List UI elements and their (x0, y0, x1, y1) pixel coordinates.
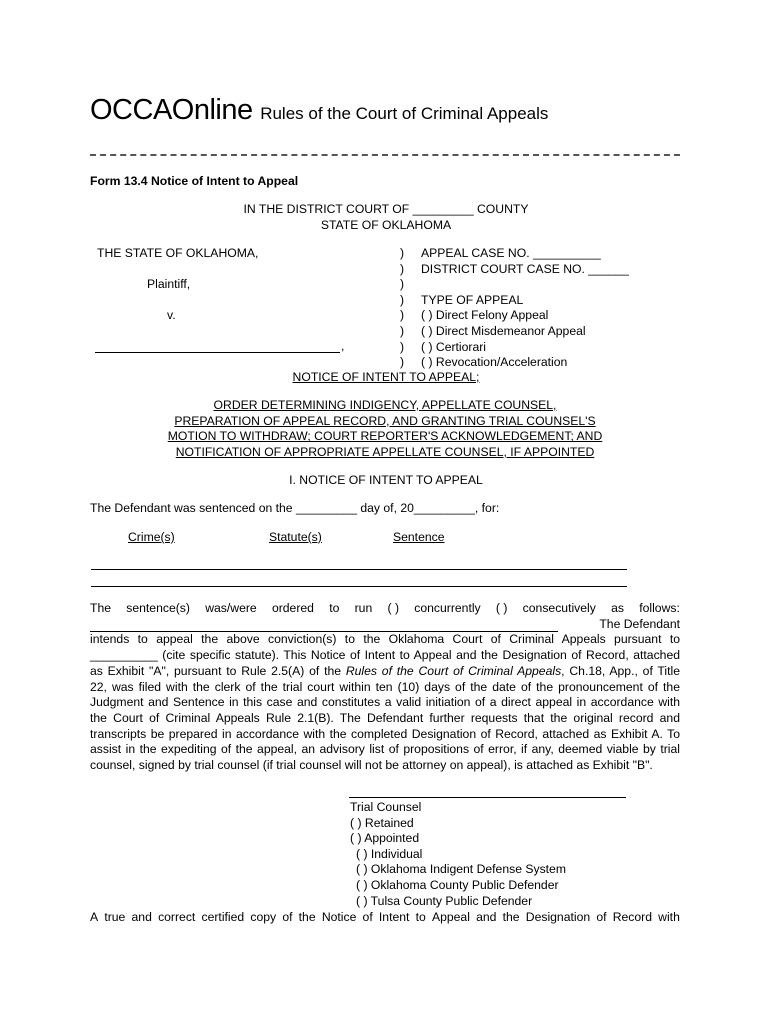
word: sentence(s) (126, 601, 190, 615)
word: to (415, 910, 426, 924)
word: the (502, 910, 520, 924)
crime-entry-line (91, 586, 627, 587)
column-sentence: Sentence (393, 530, 445, 544)
follows-blank (90, 619, 558, 632)
option-revocation: ( ) Revocation/Acceleration (421, 355, 568, 370)
type-of-appeal: TYPE OF APPEAL (421, 292, 524, 307)
order-heading-line: ORDER DETERMINING INDIGENCY, APPELLATE COUNSEL, (213, 398, 557, 412)
section-1-heading: I. NOTICE OF INTENT TO APPEAL (289, 473, 483, 487)
body-line-6: 22, was filed with the clerk of the trial court within ten (10) days of the date of the pronouncement of the (90, 679, 680, 694)
word: A (90, 910, 99, 924)
option-direct-felony: ( ) Direct Felony Appeal (421, 308, 549, 323)
caption-blank (421, 277, 629, 293)
column-statutes: Statute(s) (269, 530, 322, 544)
word: ( ) (495, 601, 508, 615)
word: of (362, 910, 373, 924)
caption-state: THE STATE OF OKLAHOMA, (97, 246, 259, 260)
form-title: Form 13.4 Notice of Intent to Appeal (90, 174, 299, 188)
word: the (298, 910, 316, 924)
text: as Exhibit "A", pursuant to Rule 2.5(A) of the (90, 663, 346, 678)
body-line-11: counsel, signed by trial counsel (if trial counsel will not be attorney on appeal), is attached as Exhibit "B". (90, 758, 653, 773)
word: was/were (205, 601, 257, 615)
caption-right (421, 246, 629, 371)
caption-versus: v. (167, 308, 176, 322)
word: ( ) (387, 601, 400, 615)
word: correct (158, 910, 196, 924)
body-line-2 (90, 617, 680, 633)
word: consecutively (522, 601, 596, 615)
option-individual: ( ) Individual (356, 846, 423, 861)
body-line-1 (90, 601, 680, 617)
rules-title: Rules of the Court of Criminal Appeals (345, 663, 562, 678)
option-oids: ( ) Oklahoma Indigent Defense System (356, 862, 566, 877)
notice-heading: NOTICE OF INTENT TO APPEAL; (292, 370, 480, 384)
word: copy (250, 910, 277, 924)
option-ocpd: ( ) Oklahoma County Public Defender (356, 877, 559, 892)
word: Intent (378, 910, 410, 924)
word: of (596, 910, 607, 924)
paren: ) (400, 261, 405, 276)
defendant-comma: , (341, 339, 345, 353)
court-heading (200, 202, 572, 233)
word: to (329, 601, 340, 615)
order-heading-line: PREPARATION OF APPEAL RECORD, AND GRANTING TRIAL COUNSEL'S (174, 413, 596, 428)
paren: ) (400, 277, 405, 292)
text: , Ch.18, App., of Title (561, 663, 680, 678)
paren: ) (400, 323, 405, 338)
word: of (282, 910, 293, 924)
body-line-3: intends to appeal the above conviction(s) to the Oklahoma Court of Criminal Appeals pursuant to (90, 632, 680, 647)
body-line-8: the Court of Criminal Appeals Rule 2.1(B). The Defendant further requests that the original record and (90, 710, 680, 725)
word: Designation (525, 910, 591, 924)
body-paragraph (90, 601, 680, 774)
word: Record (612, 910, 652, 924)
final-line (90, 910, 680, 926)
word: The (90, 601, 112, 615)
sentenced-line: The Defendant was sentenced on the _________ day of, 20_________, for: (90, 501, 500, 515)
word: run (354, 601, 373, 615)
order-heading (135, 398, 635, 460)
word: concurrently (414, 601, 481, 615)
body-line-5 (90, 664, 680, 680)
paren: ) (400, 339, 405, 354)
word: The Defendant (599, 616, 680, 631)
court-line-2: STATE OF OKLAHOMA (320, 217, 452, 232)
word: certified (201, 910, 245, 924)
header-divider (90, 154, 680, 156)
district-case-no: DISTRICT COURT CASE NO. ______ (421, 261, 629, 276)
trial-counsel-block (350, 800, 566, 909)
word: ordered (271, 601, 314, 615)
word: Appeal (431, 910, 470, 924)
brand-subtitle: Rules of the Court of Criminal Appeals (260, 104, 549, 123)
option-direct-misdemeanor: ( ) Direct Misdemeanor Appeal (421, 323, 586, 338)
brand-name: OCCAOnline (90, 94, 253, 126)
word: and (476, 910, 497, 924)
body-line-10: assist in the expediting of the appeal, an advisory list of propositions of error, if any, deemed viable by trial (90, 742, 680, 757)
appeal-case-no: APPEAL CASE NO. __________ (421, 246, 601, 260)
paren: ) (400, 292, 405, 307)
order-heading-line: MOTION TO WITHDRAW; COURT REPORTER'S ACKNOWLEDGEMENT; AND (167, 429, 603, 444)
word: and (131, 910, 152, 924)
word: follows: (639, 601, 680, 615)
paren: ) (400, 355, 405, 370)
option-tcpd: ( ) Tulsa County Public Defender (356, 893, 533, 908)
trial-counsel-title: Trial Counsel (350, 800, 422, 814)
body-line-9: transcripts be prepared in accordance with the completed Designation of Record, attached as Exhibit A. To (90, 726, 680, 741)
trial-counsel-signature-line (349, 797, 626, 798)
option-certiorari: ( ) Certiorari (421, 339, 487, 354)
body-line-7: Judgment and Sentence in this case and constitutes a valid initiation of a direct appeal in accordance with (90, 695, 680, 710)
order-heading-line: NOTIFICATION OF APPROPRIATE APPELLATE COUNSEL, IF APPOINTED (175, 444, 595, 459)
option-appointed: ( ) Appointed (350, 831, 420, 846)
defendant-name-line (95, 352, 340, 353)
word: with (658, 910, 680, 924)
paren: ) (400, 308, 405, 323)
body-line-4: __________ (cite specific statute). This Notice of Intent to Appeal and the Designation of Record, attached (90, 648, 680, 663)
site-brand (90, 94, 548, 127)
court-line-1: IN THE DISTRICT COURT OF _________ COUNTY (243, 202, 529, 216)
caption-plaintiff: Plaintiff, (147, 277, 191, 291)
word: true (104, 910, 126, 924)
column-crimes: Crime(s) (128, 530, 175, 544)
paren: ) (400, 246, 405, 260)
option-retained: ( ) Retained (350, 815, 414, 830)
word: Notice (321, 910, 357, 924)
caption-parens (400, 246, 404, 371)
word: as (611, 601, 624, 615)
crime-entry-line (91, 569, 627, 570)
